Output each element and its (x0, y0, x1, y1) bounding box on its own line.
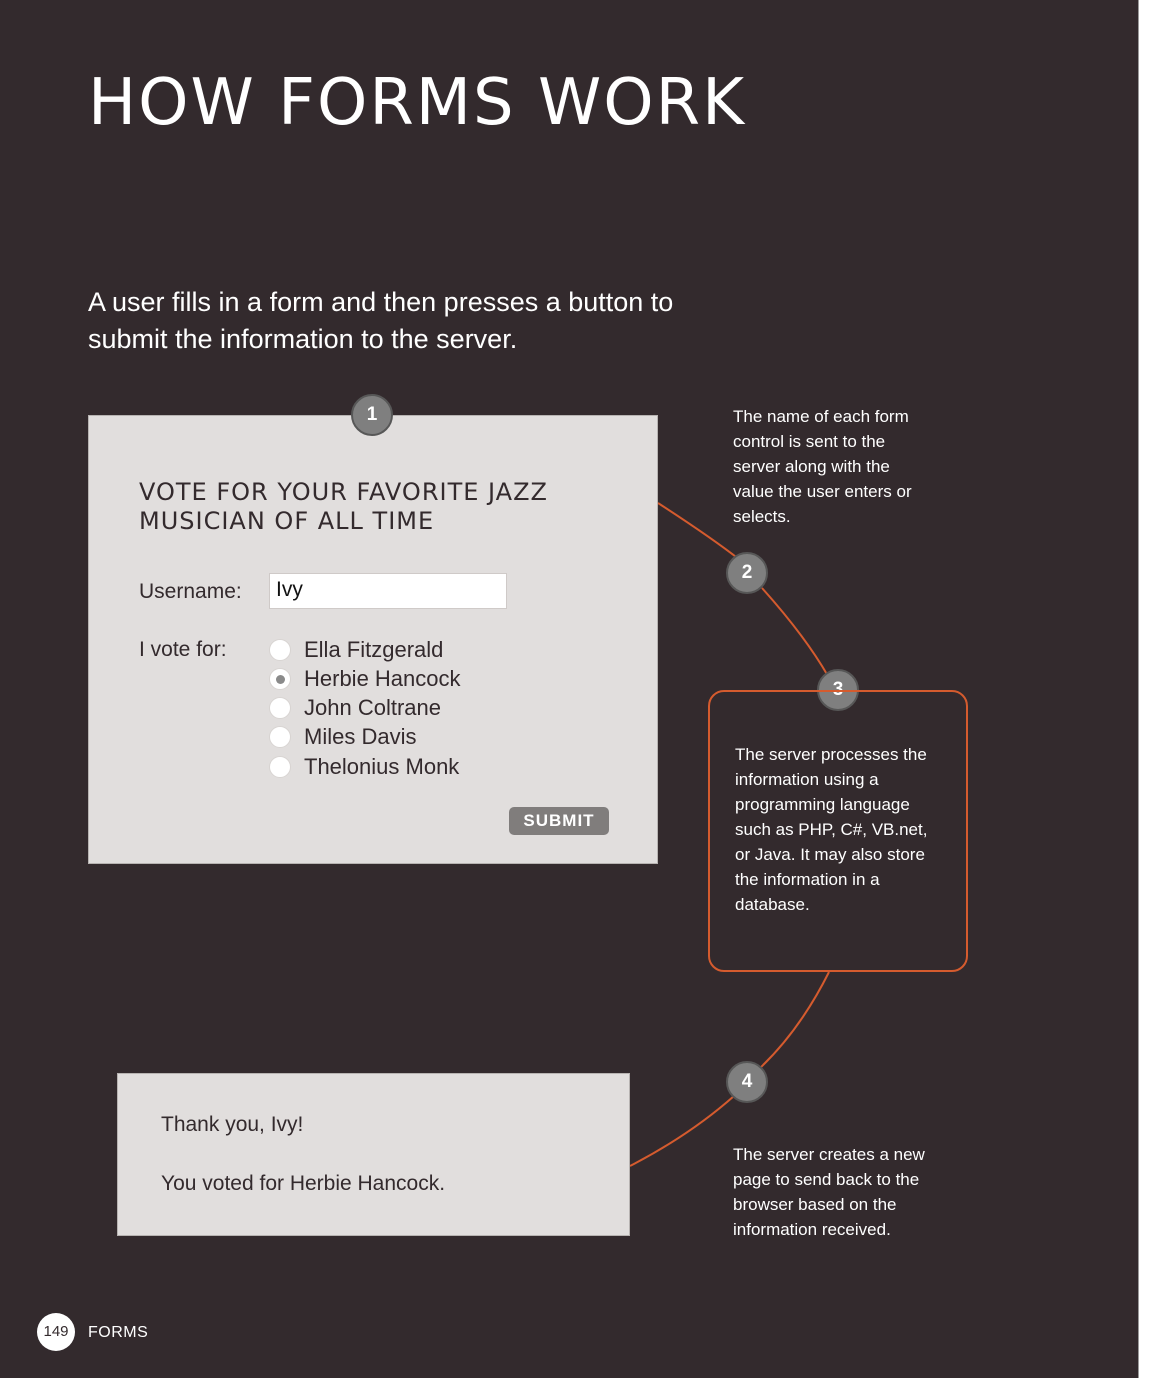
username-input[interactable]: Ivy (269, 573, 507, 609)
page-number: 149 (37, 1313, 75, 1351)
page-edge (1138, 0, 1139, 1378)
step-4-note: The server creates a new page to send back to the browser based on the information received. (733, 1145, 925, 1239)
step-3-badge: 3 (817, 669, 859, 711)
step-2-badge: 2 (726, 552, 768, 594)
connector-1-2 (658, 503, 740, 560)
step-4-badge: 4 (726, 1061, 768, 1103)
radio-label: John Coltrane (304, 695, 441, 720)
result-vote-confirmation: You voted for Herbie Hancock. (161, 1172, 446, 1195)
radio-button[interactable] (269, 726, 291, 748)
username-label: Username: (139, 580, 242, 603)
result-panel (117, 1073, 630, 1236)
radio-button[interactable] (269, 756, 291, 778)
page-title: HOW FORMS WORK (88, 66, 747, 140)
radio-label: Thelonius Monk (304, 754, 460, 779)
form-heading: VOTE FOR YOUR FAVORITE JAZZ MUSICIAN OF ALL TIME (139, 478, 548, 535)
vote-label: I vote for: (139, 638, 227, 661)
step-1-badge: 1 (351, 394, 393, 436)
radio-button[interactable] (269, 639, 291, 661)
connector-3-4 (760, 972, 829, 1068)
connector-4-result (630, 1096, 734, 1166)
section-name: FORMS (88, 1324, 149, 1341)
intro-text: A user fills in a form and then presses a button to submit the information to the server. (88, 287, 674, 354)
result-thank-you: Thank you, Ivy! (161, 1113, 304, 1136)
vote-form-panel (88, 415, 658, 864)
step-3-note: The server processes the information using a programming language such as PHP, C#, VB.net, or Java. It may also store the information in a database. (735, 745, 928, 914)
radio-label: Herbie Hancock (304, 666, 461, 691)
connector-2-3 (762, 588, 828, 676)
submit-button[interactable]: SUBMIT (509, 807, 609, 835)
radio-button-selected[interactable] (269, 668, 291, 690)
radio-button[interactable] (269, 697, 291, 719)
step-2-note: The name of each form control is sent to the server along with the value the user enters or selects. (733, 407, 912, 526)
radio-label: Miles Davis (304, 724, 417, 749)
radio-label: Ella Fitzgerald (304, 637, 444, 662)
radio-selected-dot (276, 675, 285, 684)
